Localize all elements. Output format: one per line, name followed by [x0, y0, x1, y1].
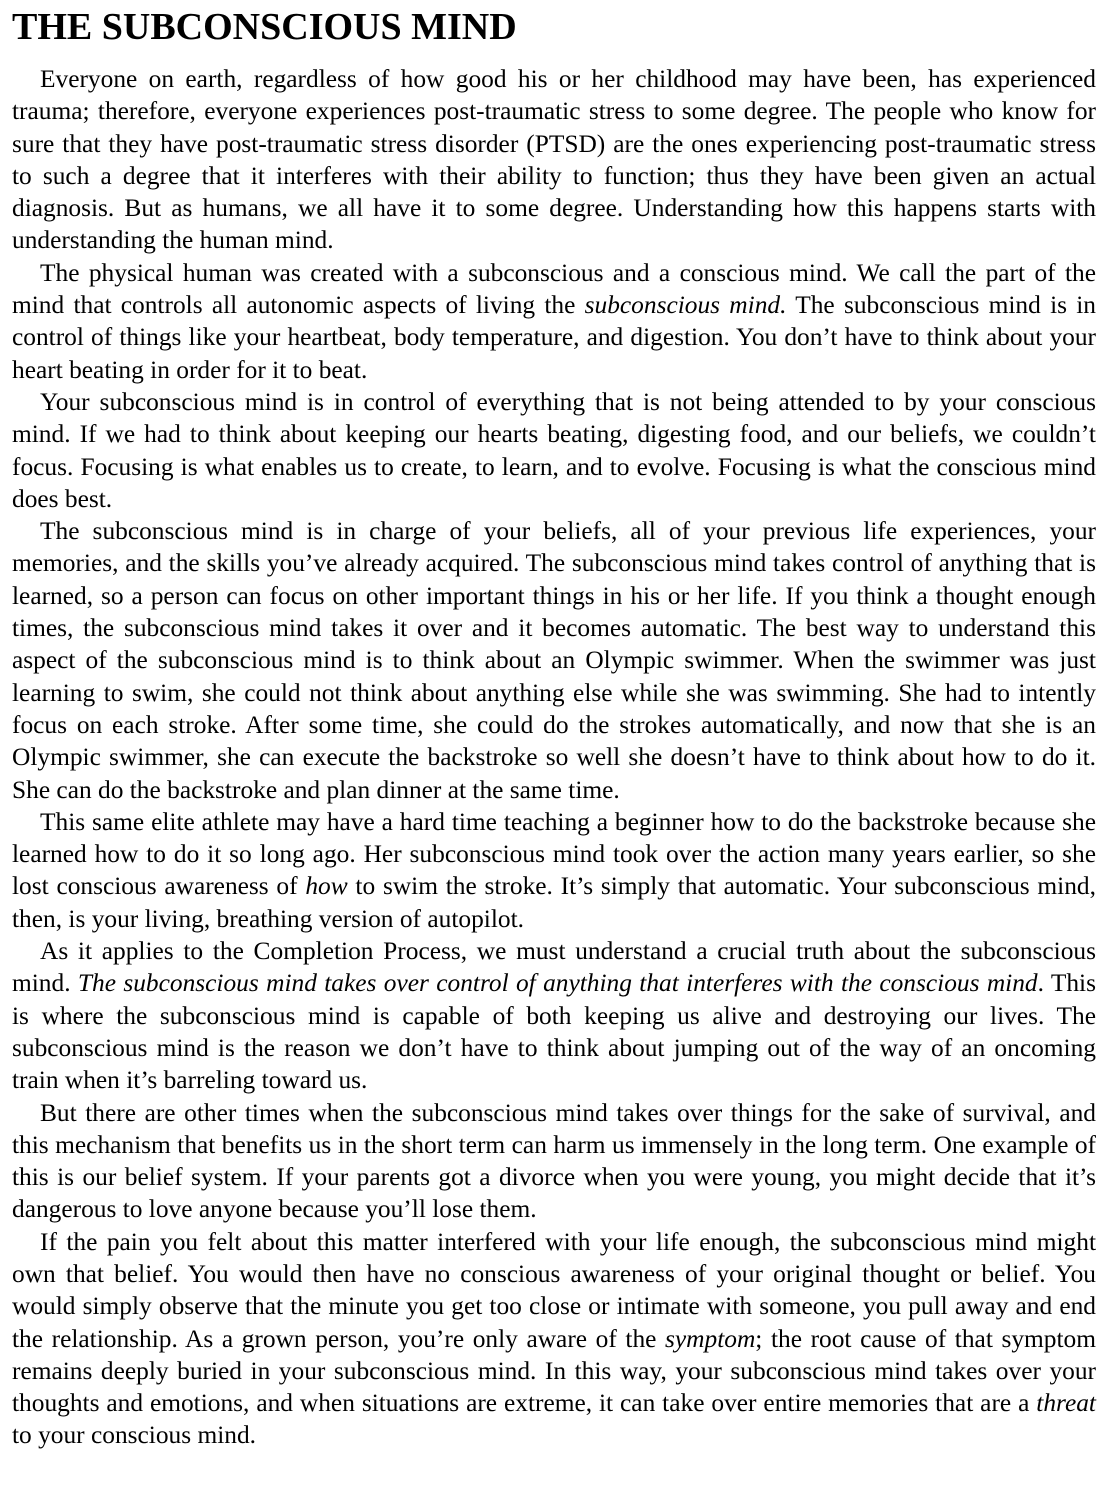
- text-run: to swim the stroke. It’s simply that automatic. Your subconscious mind, then, is your living, breathing version of autopilot.: [12, 872, 1096, 933]
- text-run: . This is where the subconscious mind is capable of both keeping us alive and destroying our lives. The subconscious mind is the reason we don’t have to think about jumping out of the way of an oncoming train when it’s barreling toward us.: [12, 969, 1096, 1095]
- chapter-title: THE SUBCONSCIOUS MIND: [12, 6, 517, 48]
- italic-text: subconscious mind.: [584, 291, 787, 320]
- page: [12, 4, 1096, 1452]
- italic-text: symptom: [665, 1324, 756, 1353]
- paragraph: [12, 1097, 1096, 1226]
- paragraph: [12, 515, 1096, 806]
- text-run: ; the root cause of that symptom remains deeply buried in your subconscious mind. In this way, your subconscious mind takes over your thoughts and emotions, and when situations are extreme, it can take over entire memories that are a: [12, 1324, 1096, 1418]
- body-text: [12, 63, 1096, 1452]
- paragraph: [12, 935, 1096, 1096]
- text-run: Your subconscious mind is in control of everything that is not being attended to by your conscious mind. If we had to think about keeping our hearts beating, digesting food, and our beliefs, we couldn’t focus. Focusing is what enables us to create, to learn, and to evolve. Focusing is what the conscious mind does best.: [12, 387, 1096, 513]
- text-run: As it applies to the Completion Process, we must understand a crucial truth about the subconscious mind.: [12, 937, 1096, 998]
- paragraph: [12, 63, 1096, 257]
- italic-text: how: [305, 872, 348, 901]
- text-run: But there are other times when the subconscious mind takes over things for the sake of survival, and this mechanism that benefits us in the short term can harm us immensely in the long term. One example of this is our belief system. If your parents got a divorce when you were young, you might decide that it’s dangerous to love anyone because you’ll lose them.: [12, 1098, 1096, 1224]
- paragraph: [12, 1226, 1096, 1452]
- text-run: The subconscious mind is in charge of your beliefs, all of your previous life experiences, your memories, and the skills you’ve already acquired. The subconscious mind takes control of anything that is learned, so a person can focus on other important things in his or her life. If you think a thought enough times, the subconscious mind takes it over and it becomes automatic. The best way to understand this aspect of the subconscious mind is to think about an Olympic swimmer. When the swimmer was just learning to swim, she could not think about anything else while she was swimming. She had to intently focus on each stroke. After some time, she could do the strokes automatically, and now that she is an Olympic swimmer, she can execute the backstroke so well she doesn’t have to think about how to do it. She can do the backstroke and plan dinner at the same time.: [12, 517, 1096, 804]
- paragraph: [12, 386, 1096, 515]
- paragraph: [12, 806, 1096, 935]
- text-run: Everyone on earth, regardless of how good his or her childhood may have been, has experienced trauma; therefore, everyone experiences post-traumatic stress to some degree. The people who know for sure that they have post-traumatic stress disorder (PTSD) are the ones experiencing post-traumatic stress to such a degree that it interferes with their ability to function; thus they have been given an actual diagnosis. But as humans, we all have it to some degree. Understanding how this happens starts with understanding the human mind.: [12, 65, 1096, 255]
- text-run: to your conscious mind.: [12, 1421, 257, 1450]
- italic-text: threat: [1036, 1389, 1096, 1418]
- text-run: The subconscious mind is in control of things like your heartbeat, body temperature, and digestion. You don’t have to think about your heart beating in order for it to beat.: [12, 291, 1097, 384]
- italic-text: The subconscious mind takes over control of anything that interferes with the conscious mind: [77, 969, 1038, 998]
- text-run: If the pain you felt about this matter interfered with your life enough, the subconscious mind might own that belief. You would then have no conscious awareness of your original thought or belief. You would simply observe that the minute you get too close or intimate with someone, you pull away and end the relationship. As a grown person, you’re only aware of the: [12, 1227, 1096, 1353]
- text-run: The physical human was created with a subconscious and a conscious mind. We call the part of the mind that controls all autonomic aspects of living the: [12, 258, 1096, 320]
- paragraph: [12, 257, 1096, 386]
- text-run: This same elite athlete may have a hard time teaching a beginner how to do the backstroke because she learned how to do it so long ago. Her subconscious mind took over the action many years earlier, so she lost conscious awareness of: [12, 807, 1096, 901]
